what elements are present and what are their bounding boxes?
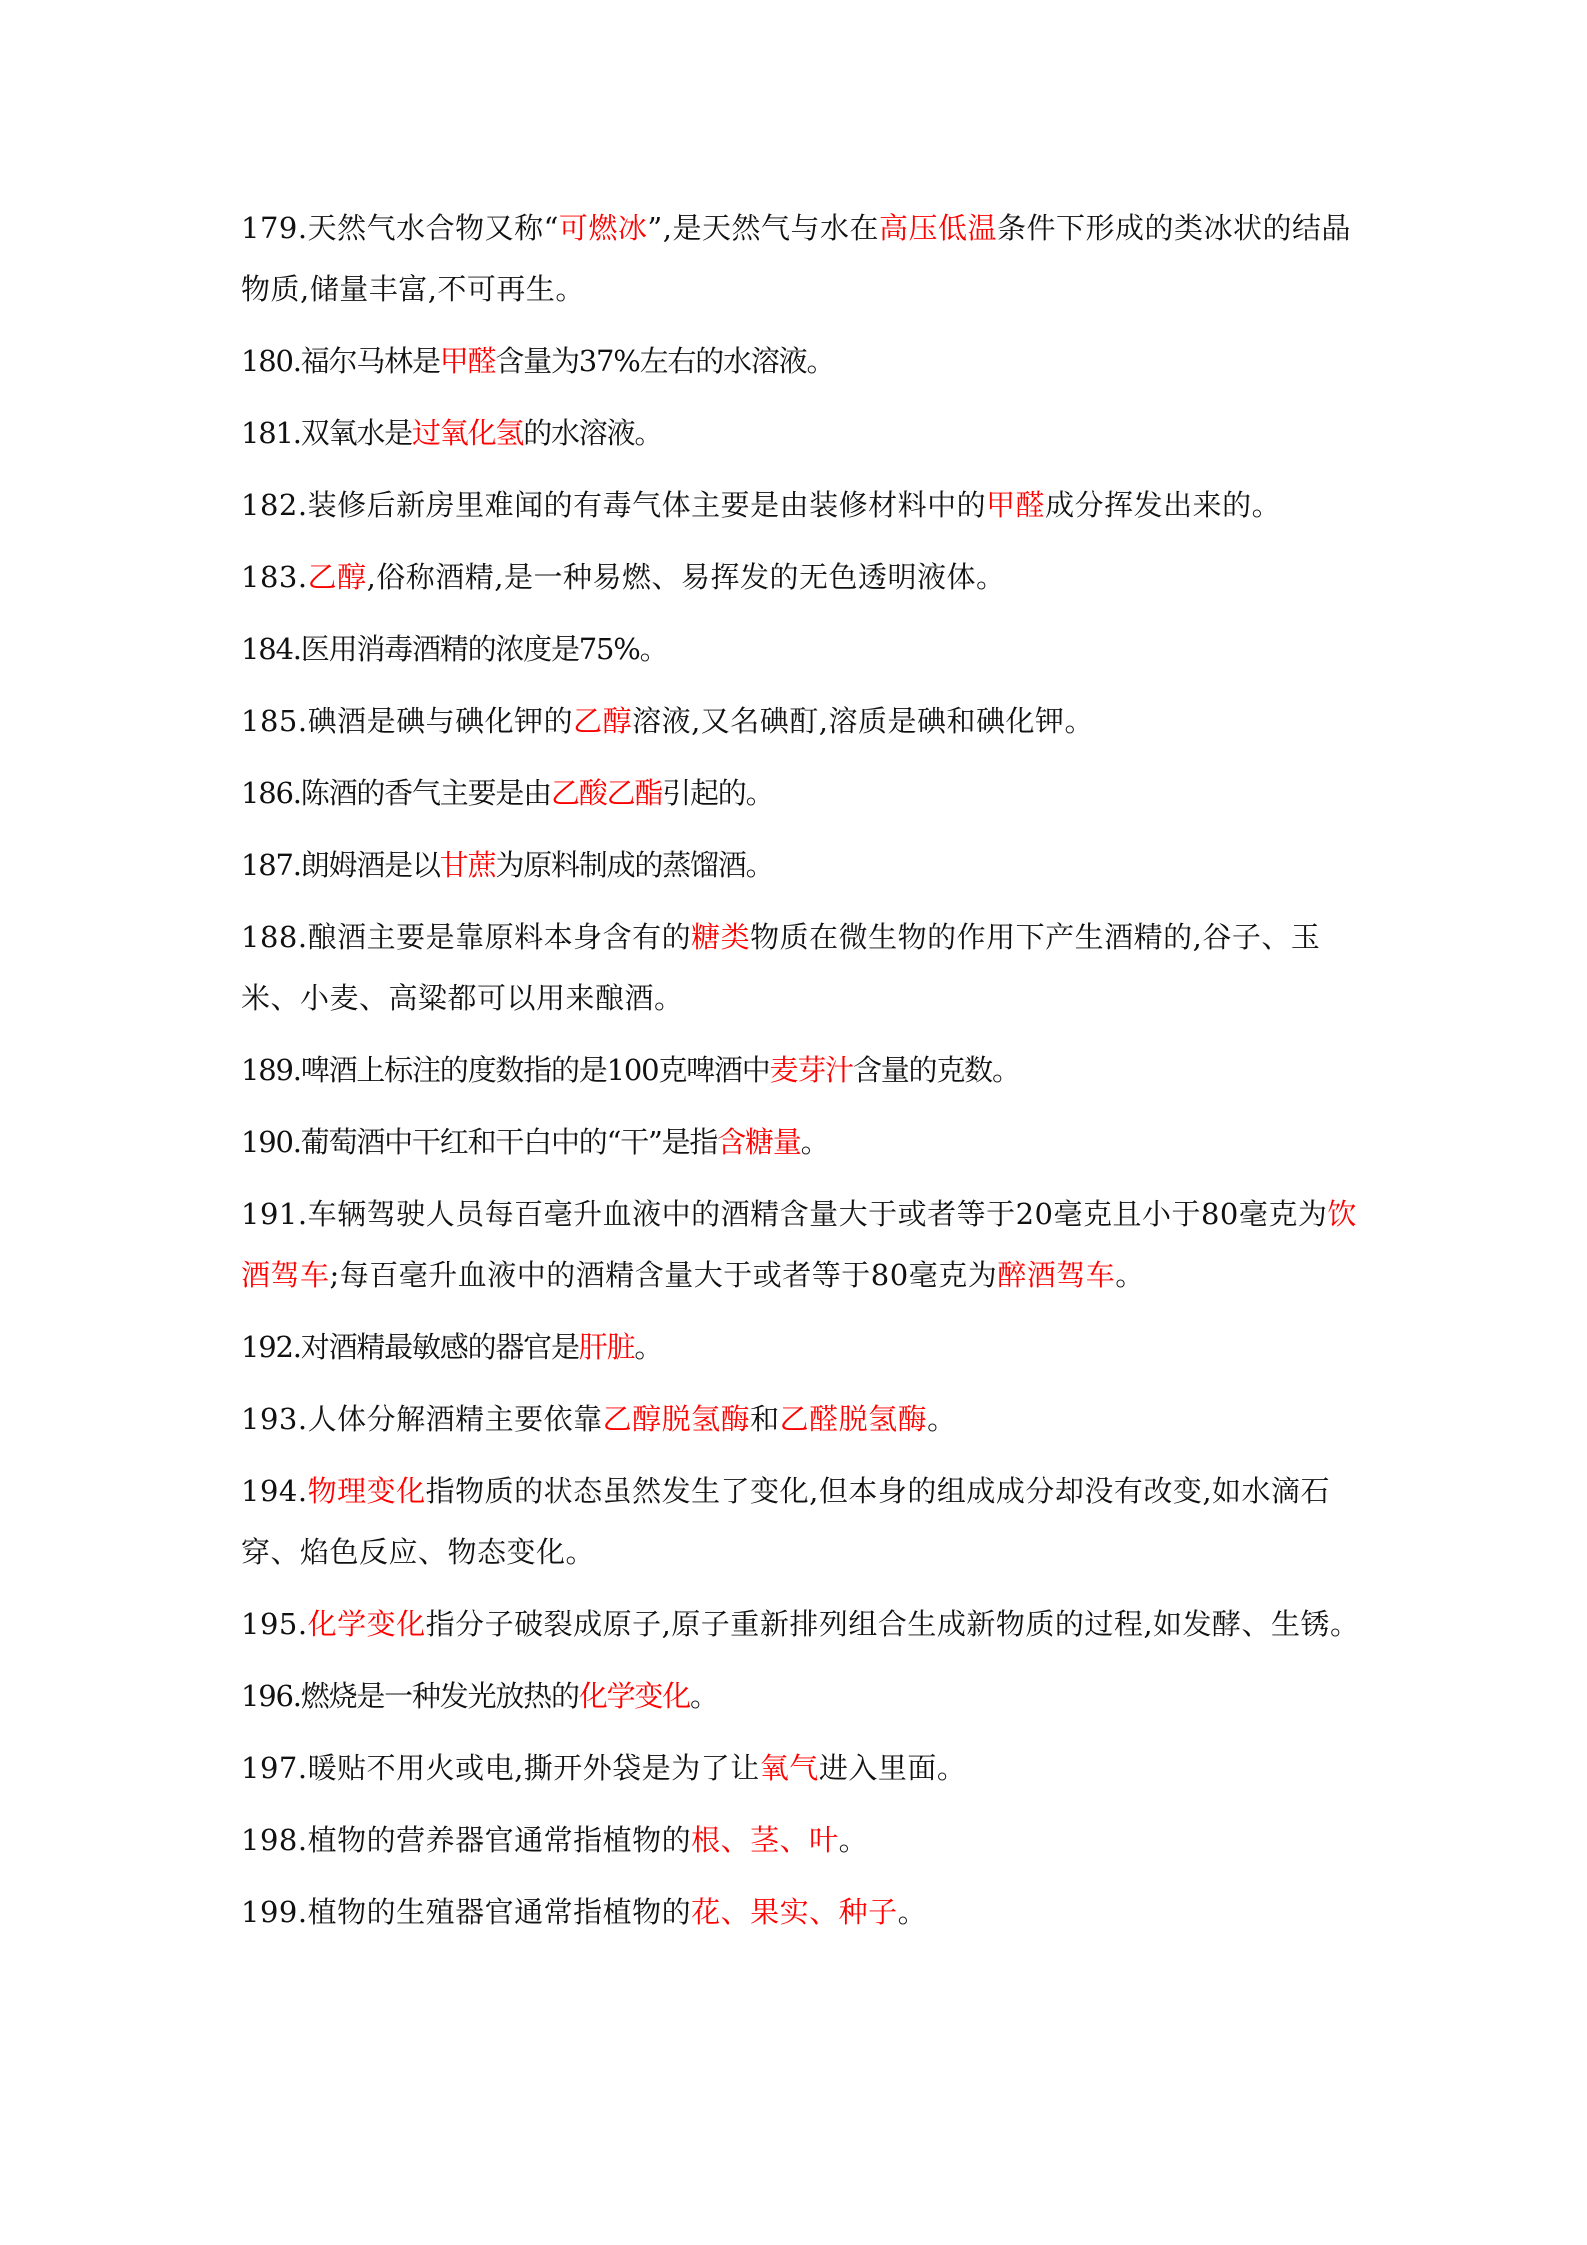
text-run: 184.医用消毒酒精的浓度是75%。 — [241, 632, 668, 666]
highlighted-term: 高压低温 — [878, 211, 997, 245]
text-run: 189.啤酒上标注的度数指的是100克啤酒中 — [241, 1053, 770, 1087]
fact-item — [241, 691, 1361, 752]
text-run: 含量的克数。 — [852, 1053, 1020, 1087]
highlighted-term: 乙酸乙酯 — [550, 776, 663, 810]
text-run: 成分挥发出来的。 — [1045, 488, 1282, 522]
fact-item — [241, 1738, 1361, 1799]
text-run: 条件下形成的类冰状的结晶物质,储量丰富,不可再生。 — [241, 211, 1351, 306]
fact-item — [241, 331, 1361, 392]
text-run: 192.对酒精最敏感的器官是 — [241, 1330, 579, 1364]
text-run: 。 — [1115, 1258, 1145, 1292]
text-run: 180.福尔马林是 — [241, 344, 440, 378]
highlighted-term: 可燃冰 — [558, 211, 648, 245]
highlighted-term: 糖类 — [691, 920, 751, 954]
text-run: 188.酿酒主要是靠原料本身含有的 — [241, 920, 692, 954]
text-run: 。 — [838, 1823, 869, 1857]
qa-list — [241, 198, 1361, 1954]
text-run: ”,是天然气与水在 — [647, 211, 879, 245]
text-run: 含量为37%左右的水溶液。 — [495, 344, 835, 378]
highlighted-term: 麦芽汁 — [769, 1053, 853, 1087]
highlighted-term: 饮酒驾车 — [241, 1197, 1357, 1292]
highlighted-term: 乙醇 — [573, 704, 633, 738]
highlighted-term: 氧气 — [759, 1751, 819, 1785]
text-run: 196.燃烧是一种发光放热的 — [241, 1679, 579, 1713]
fact-item — [241, 835, 1361, 896]
fact-item — [241, 1810, 1361, 1871]
highlighted-term: 甲醛 — [439, 344, 496, 378]
fact-item — [241, 1184, 1361, 1306]
text-run: 。 — [897, 1895, 928, 1929]
fact-item — [241, 619, 1361, 680]
highlighted-term: 乙醇脱氢酶 — [602, 1402, 751, 1436]
highlighted-term: 含糖量 — [717, 1125, 801, 1159]
highlighted-term: 甘蔗 — [439, 848, 496, 882]
fact-item — [241, 763, 1361, 824]
text-run: 为原料制成的蒸馏酒。 — [495, 848, 774, 882]
text-run: 的水溶液。 — [523, 416, 663, 450]
fact-item — [241, 1461, 1361, 1583]
text-run: 指物质的状态虽然发生了变化,但本身的组成成分却没有改变,如水滴石穿、焰色反应、物态变化。 — [241, 1474, 1331, 1569]
text-run: 195. — [241, 1607, 308, 1641]
text-run: 187.朗姆酒是以 — [241, 848, 440, 882]
text-run: 182.装修后新房里难闻的有毒气体主要是由装修材料中的 — [241, 488, 987, 522]
fact-item — [241, 907, 1361, 1029]
text-run: 191.车辆驾驶人员每百毫升血液中的酒精含量大于或者等于20毫克且小于80毫克为 — [241, 1197, 1328, 1231]
text-run: 引起的。 — [662, 776, 774, 810]
text-run: 进入里面。 — [818, 1751, 967, 1785]
highlighted-term: 甲醛 — [986, 488, 1046, 522]
fact-item — [241, 1112, 1361, 1173]
highlighted-term: 乙醛脱氢酶 — [779, 1402, 928, 1436]
text-run: 193.人体分解酒精主要依靠 — [241, 1402, 603, 1436]
text-run: 181.双氧水是 — [241, 416, 412, 450]
text-run: 194. — [241, 1474, 308, 1508]
highlighted-term: 过氧化氢 — [411, 416, 524, 450]
fact-item — [241, 403, 1361, 464]
fact-item — [241, 1317, 1361, 1378]
fact-item — [241, 1389, 1361, 1450]
highlighted-term: 物理变化 — [307, 1474, 426, 1508]
fact-item — [241, 547, 1361, 608]
highlighted-term: 肝脏 — [578, 1330, 635, 1364]
fact-item — [241, 1666, 1361, 1727]
text-run: 179.天然气水合物又称“ — [241, 211, 559, 245]
text-run: 190.葡萄酒中干红和干白中的“干”是指 — [241, 1125, 718, 1159]
text-run: 物质在微生物的作用下产生酒精的,谷子、玉米、小麦、高粱都可以用来酿酒。 — [241, 920, 1321, 1015]
fact-item — [241, 1594, 1361, 1655]
text-run: 指分子破裂成原子,原子重新排列组合生成新物质的过程,如发酵、生锈。 — [425, 1607, 1360, 1641]
text-run: 。 — [634, 1330, 663, 1364]
text-run: ,俗称酒精,是一种易燃、易挥发的无色透明液体。 — [366, 560, 1006, 594]
text-run: 183. — [241, 560, 308, 594]
text-run: 。 — [689, 1679, 718, 1713]
text-run: 185.碘酒是碘与碘化钾的 — [241, 704, 574, 738]
text-run: 199.植物的生殖器官通常指植物的 — [241, 1895, 692, 1929]
text-run: 溶液,又名碘酊,溶质是碘和碘化钾。 — [632, 704, 1095, 738]
text-run: ;每百毫升血液中的酒精含量大于或者等于80毫克为 — [329, 1258, 998, 1292]
text-run: 197.暖贴不用火或电,撕开外袋是为了让 — [241, 1751, 760, 1785]
text-run: 。 — [800, 1125, 829, 1159]
highlighted-term: 化学变化 — [578, 1679, 690, 1713]
fact-item — [241, 1040, 1361, 1101]
fact-item — [241, 475, 1361, 536]
fact-item — [241, 1882, 1361, 1943]
highlighted-term: 乙醇 — [307, 560, 367, 594]
text-run: 186.陈酒的香气主要是由 — [241, 776, 551, 810]
text-run: 198.植物的营养器官通常指植物的 — [241, 1823, 692, 1857]
highlighted-term: 化学变化 — [307, 1607, 426, 1641]
highlighted-term: 醉酒驾车 — [997, 1258, 1116, 1292]
text-run: 和 — [750, 1402, 780, 1436]
highlighted-term: 根、茎、叶 — [691, 1823, 839, 1857]
text-run: 。 — [927, 1402, 957, 1436]
fact-item — [241, 198, 1361, 320]
highlighted-term: 花、果实、种子 — [691, 1895, 898, 1929]
